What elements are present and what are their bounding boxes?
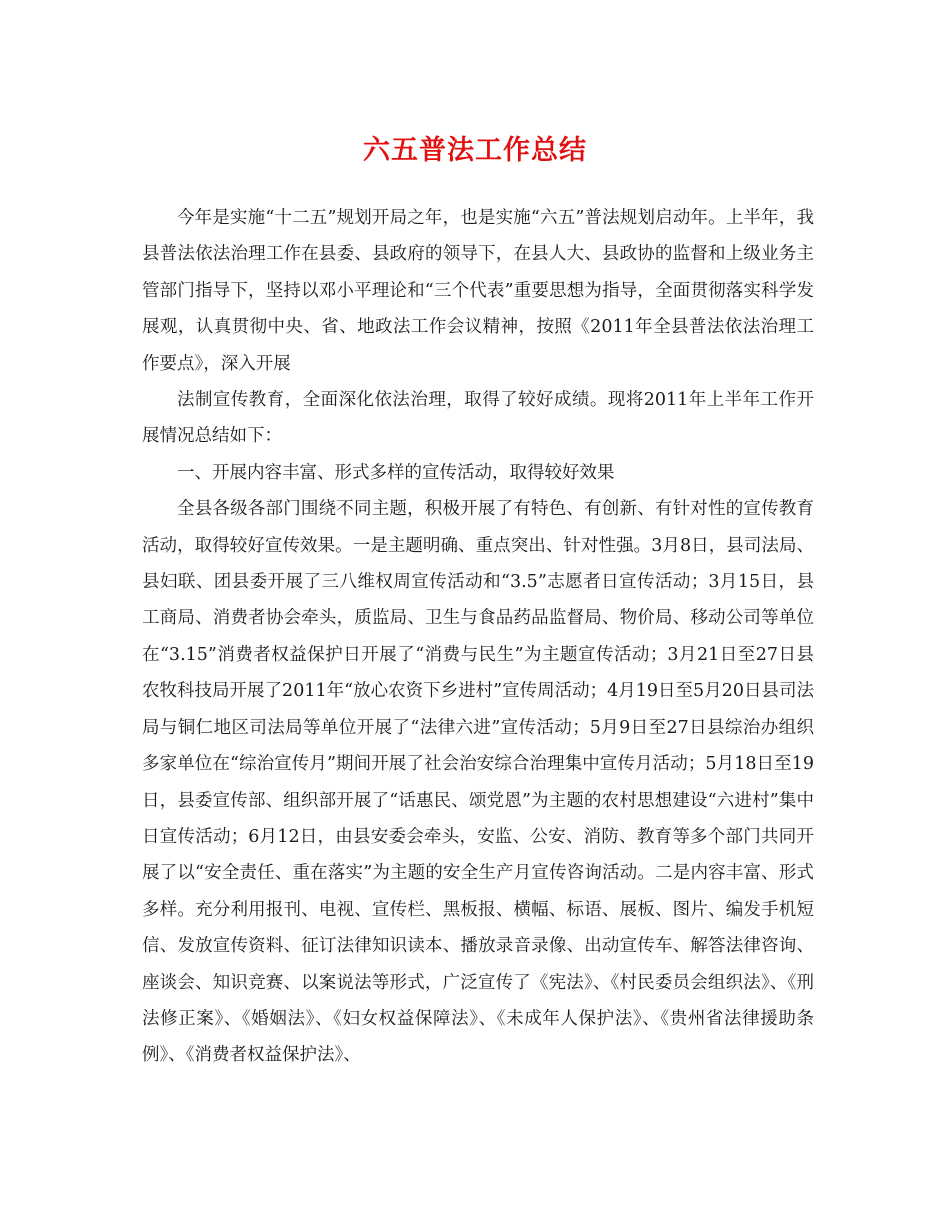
paragraph-section-1: 全县各级各部门围绕不同主题，积极开展了有特色、有创新、有针对性的宣传教育活动，取得较好宣传效果。一是主题明确、重点突出、针对性强。3月8日，县司法局、县妇联、团县委开展了三八维权周宣传活动和“3.5”志愿者日宣传活动；3月15日，县工商局、消费者协会牵头，质监局、卫生与食品药品监督局、物价局、移动公司等单位在“3.15”消费者权益保护日开展了“消费与民生”为主题宣传活动；3月21日至27日县农牧科技局开展了2011年“放心农资下乡进村”宣传周活动；4月19日至5月20日县司法局与铜仁地区司法局等单位开展了“法律六进”宣传活动；5月9日至27日县综治办组织多家单位在“综治宣传月”期间开展了社会治安综合治理集中宣传月活动；5月18日至19日，县委宣传部、组织部开展了“话惠民、颂党恩”为主题的农村思想建设“六进村”集中日宣传活动；6月12日，由县安委会牵头，安监、公安、消防、教育等多个部门共同开展了以“安全责任、重在落实”为主题的安全生产月宣传咨询活动。二是内容丰富、形式多样。充分利用报刊、电视、宣传栏、黑板报、横幅、标语、展板、图片、编发手机短信、发放宣传资料、征订法律知识读本、播放录音录像、出动宣传车、解答法律咨询、座谈会、知识竞赛、以案说法等形式，广泛宣传了《宪法》、《村民委员会组织法》、《刑法修正案》、《婚姻法》、《妇女权益保障法》、《未成年人保护法》、《贵州省法律援助条例》、《消费者权益保护法》、 <box>142 499 814 1066</box>
document-title: 六五普法工作总结 <box>363 135 587 166</box>
document-body <box>142 200 814 1074</box>
paragraph-intro: 今年是实施“十二五”规划开局之年，也是实施“六五”普法规划启动年。上半年，我县普法依法治理工作在县委、县政府的领导下，在县人大、县政协的监督和上级业务主管部门指导下，坚持以邓小平理论和“三个代表”重要思想为指导，全面贯彻落实科学发展观，认真贯彻中央、省、地政法工作会议精神，按照《2011年全县普法依法治理工作要点》，深入开展 <box>142 208 814 374</box>
paragraph-intro-continued: 法制宣传教育，全面深化依法治理，取得了较好成绩。现将2011年上半年工作开展情况总结如下： <box>142 390 814 447</box>
section-heading-1: 一、开展内容丰富、形式多样的宣传活动，取得较好效果 <box>177 462 615 483</box>
